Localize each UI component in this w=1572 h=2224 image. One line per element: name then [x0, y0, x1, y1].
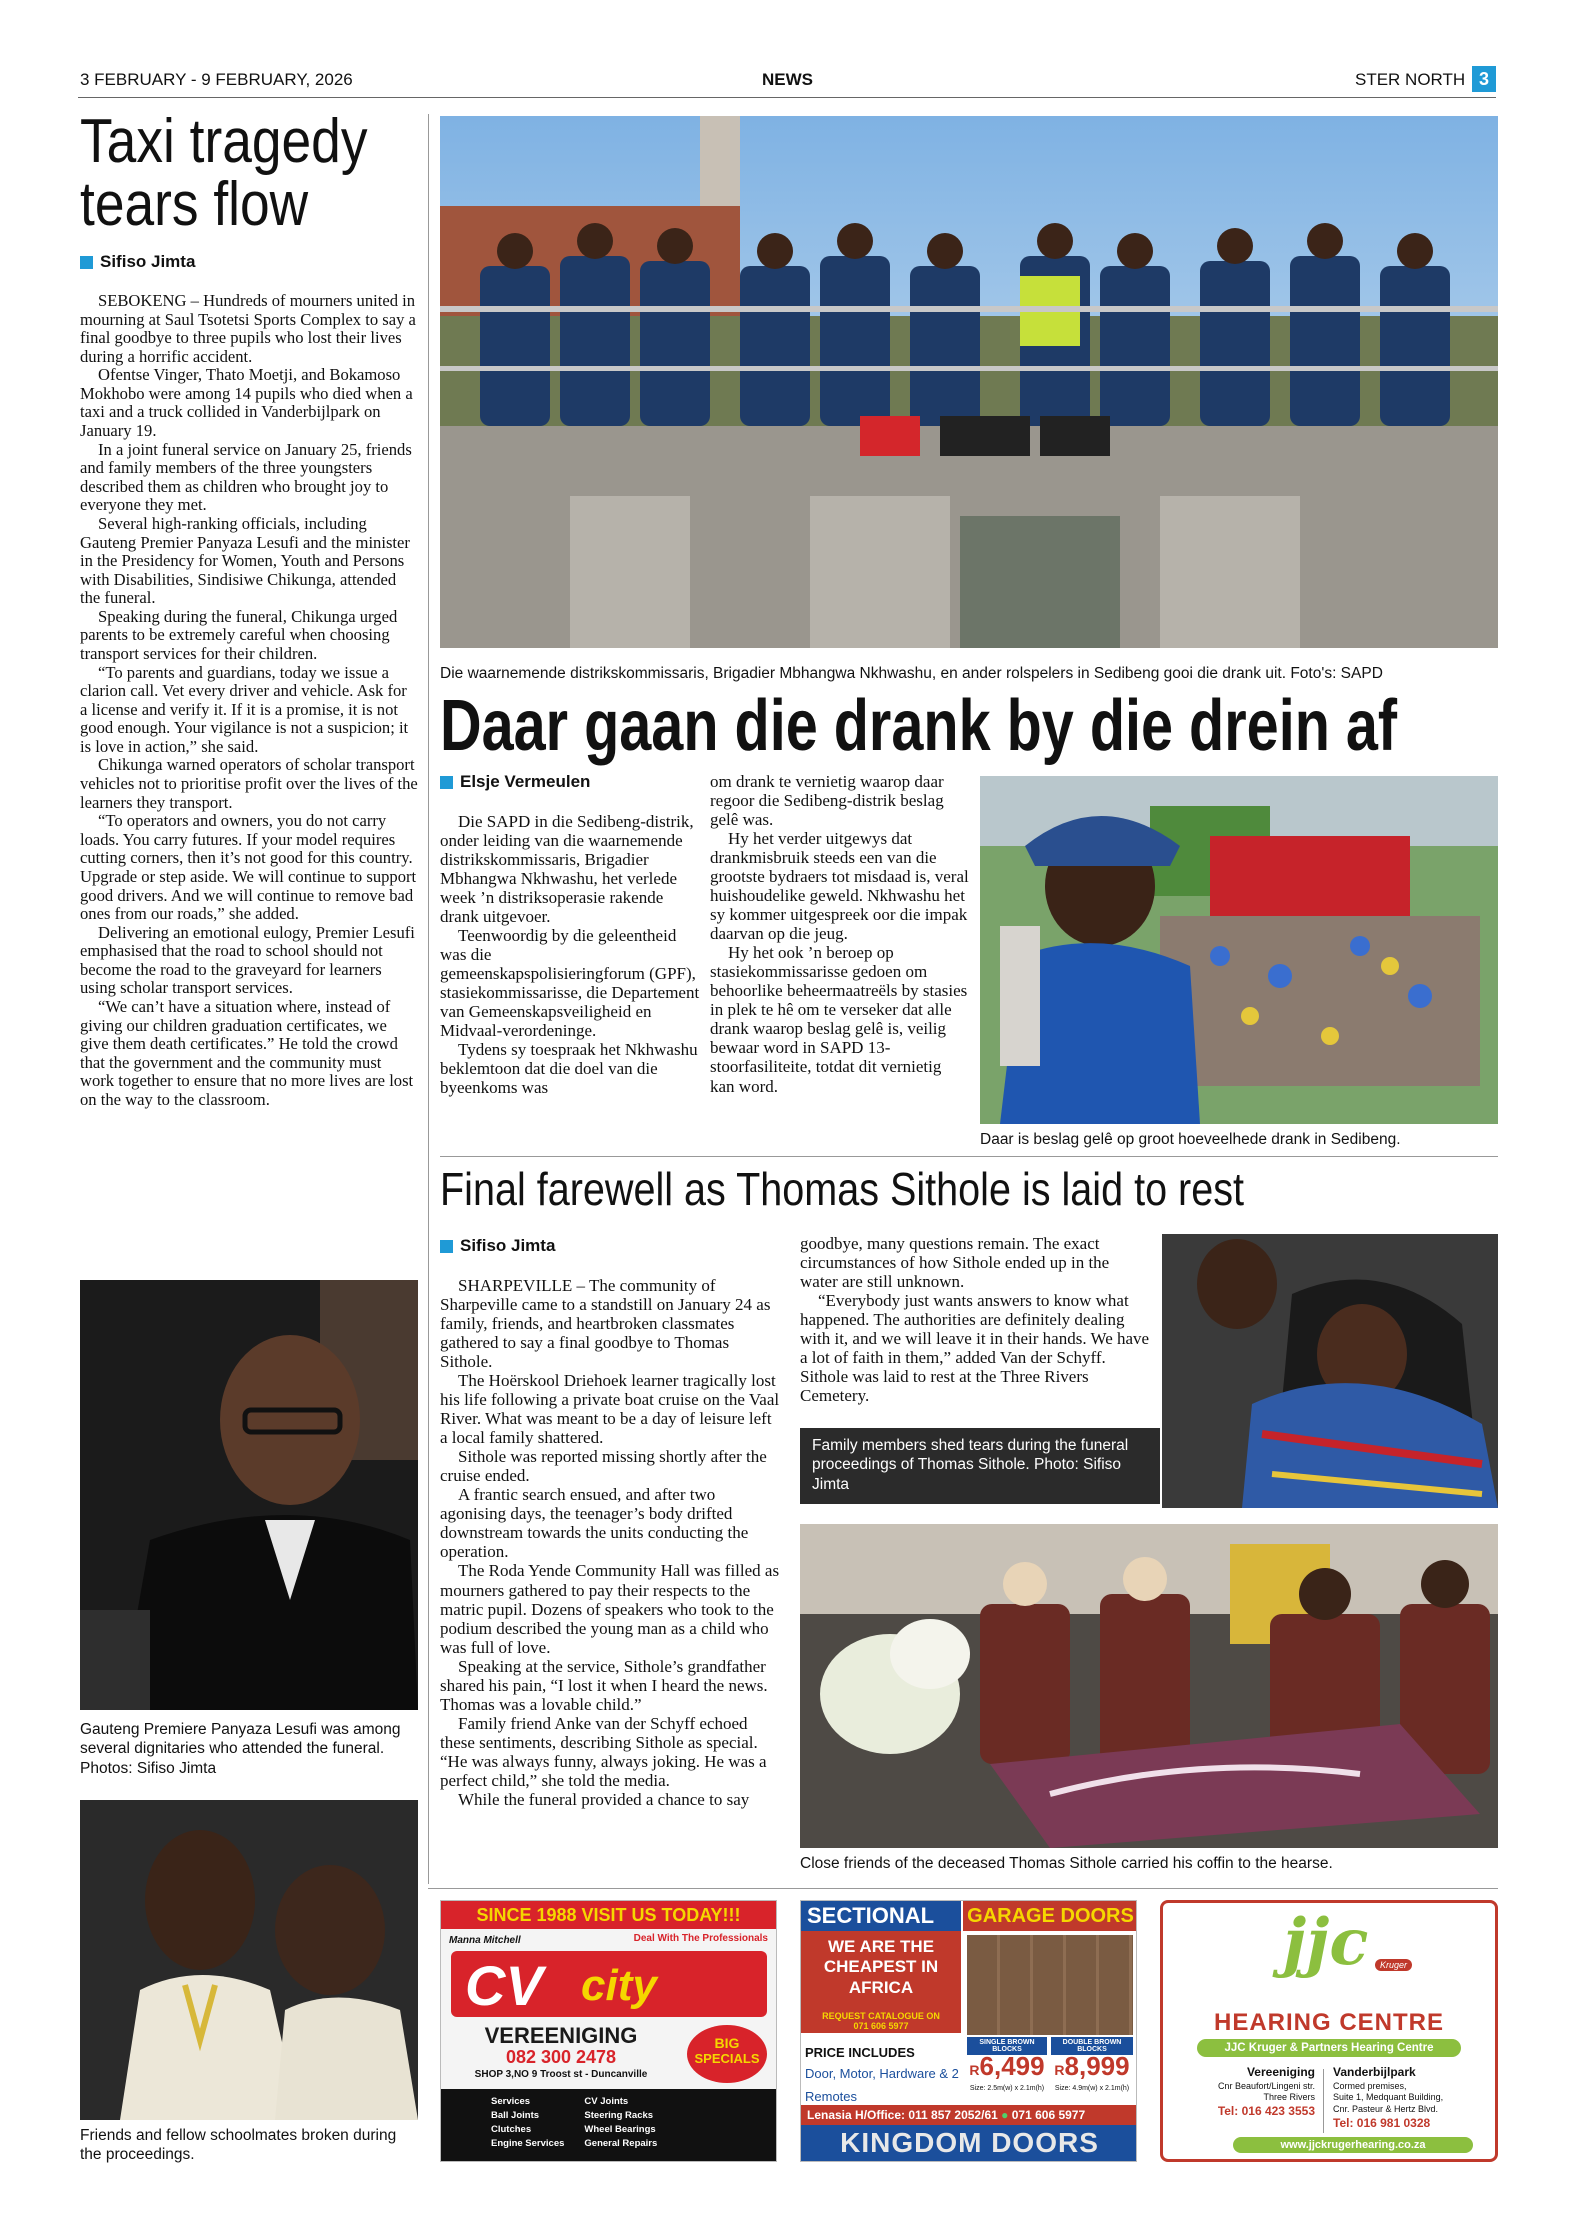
- kd-single-label: SINGLE BROWN BLOCKS: [967, 2037, 1047, 2055]
- jjc-b-addr: Suite 1, Medquant Building,: [1333, 2092, 1444, 2103]
- paragraph: Hy het ook ’n beroep op stasiekommissarisse gedoen om behoorlike beheermaatreëls by stasies in plek te hê om te verseker dat alle drank waarop beslag gelê is, veilig bewaar word in SAPD 13-stoorfasiliteite, totdat dit vernietig kan word.: [710, 943, 968, 1096]
- whatsapp-icon: ●: [1001, 2108, 1009, 2122]
- paragraph: Die SAPD in die Sedibeng-distrik, onder leiding van die waarnemende distrikskommissaris, Brigadier Mbhangwa Nkhwashu, het verlede week ’n distriksoperasie rakende drank uitgevoer.: [440, 812, 694, 927]
- paragraph: Delivering an emotional eulogy, Premier Lesufi emphasised that the road to school should not become the road to the graveyard for learners using scholar transport services.: [80, 922, 415, 998]
- caption-seized-alcohol: Daar is beslag gelê op groot hoeveelhede drank in Sedibeng.: [980, 1131, 1401, 1148]
- jjc-b-addr: Cnr. Pasteur & Hertz Blvd.: [1333, 2103, 1439, 2114]
- cv-service-item: Steering Racks: [584, 2110, 654, 2121]
- kd-double-label: DOUBLE BROWN BLOCKS: [1051, 2037, 1133, 2055]
- jjc-v-title: Vereeniging: [1246, 2065, 1315, 2079]
- jjc-vanderbijlpark: [1333, 2065, 1483, 2131]
- jjc-logo-text: jjc: [1283, 1905, 1369, 1980]
- kd-sectional: SECTIONAL: [801, 1901, 961, 1931]
- kd-whatsapp[interactable]: 071 606 5977: [1011, 2108, 1086, 2122]
- cv-logo: [451, 1951, 767, 2017]
- cv-top-banner: SINCE 1988 VISIT US TODAY!!!: [441, 1901, 776, 1929]
- photo-coffin-carried: [800, 1524, 1498, 1848]
- paragraph: Hy het verder uitgewys dat drankmisbruik steeds een van die grootste bydraers tot misdaad is, veral huishoudelike geweld. Nkhwashu het sy kommer uitgespreek oor die impak daarvan op die jeug.: [710, 829, 969, 944]
- byline-text: Elsje Vermeulen: [460, 772, 591, 791]
- kd-size2: Size: 4.9m(w) x 2.1m(h): [1054, 2085, 1130, 2092]
- jjc-subtitle: JJC Kruger & Partners Hearing Centre: [1197, 2039, 1461, 2057]
- kd-office-phone[interactable]: Lenasia H/Office: 011 857 2052/61: [807, 2108, 998, 2122]
- byline-text: Sifiso Jimta: [100, 252, 196, 271]
- kd-size1: Size: 2.5m(w) x 2.1m(h): [969, 2085, 1045, 2092]
- paragraph: The Hoërskool Driehoek learner tragically lost his life following a private boat cruise on the Vaal River. What was meant to be a day of leisure left a local family shattered.: [440, 1371, 780, 1448]
- paragraph: Speaking during the funeral, Chikunga urged parents to be extremely careful when choosing transport services for their children.: [80, 606, 398, 663]
- cv-specials: SPECIALS: [694, 2051, 760, 2066]
- photo-schoolmates: [80, 1800, 418, 2120]
- jjc-v-addr: Cnr Beaufort/Lingeni str.: [1217, 2080, 1315, 2091]
- cv-logo-cv: CV: [465, 1954, 543, 2017]
- byline-text: Sifiso Jimta: [460, 1236, 556, 1255]
- kd-catalogue-phone[interactable]: 071 606 5977: [853, 2021, 909, 2031]
- cv-manager: Manna Mitchell: [449, 1935, 521, 1946]
- cv-service-item: General Repairs: [584, 2138, 658, 2149]
- cv-services: [441, 2089, 776, 2161]
- jjc-b-title: Vanderbijlpark: [1333, 2065, 1416, 2079]
- kd-catalogue: [801, 2009, 961, 2033]
- paragraph: Ofentse Vinger, Thato Moetji, and Bokamoso Mokhobo were among 14 pupils who died when a taxi and a truck collided in Vanderbijlpark on January 19.: [80, 365, 413, 441]
- paragraph: goodbye, many questions remain. The exact circumstances of how Sithole ended up in the water are still unknown.: [800, 1234, 1110, 1292]
- paragraph: “To parents and guardians, today we issue a clarion call. Vet every driver and vehicle. Ask for a license and verify it. If it is a promise, it is not good enough. Your vigilance is not a suspicion; it is love in action,” she said.: [80, 662, 409, 756]
- jjc-title: HEARING CENTRE: [1213, 2009, 1444, 2036]
- ad-jjc-hearing[interactable]: [1160, 1900, 1498, 2162]
- paragraph: SHARPEVILLE – The community of Sharpeville came to a standstill on January 24 as family, friends, and heartbroken classmates gathered to say a final goodbye to Thomas Sithole.: [440, 1276, 771, 1372]
- paragraph: om drank te vernietig waarop daar regoor die Sedibeng-distrik beslag gelê was.: [710, 772, 944, 830]
- cv-service-item: CV Joints: [584, 2096, 629, 2107]
- kd-cheapest: WE ARE THE CHEAPEST IN AFRICA: [801, 1931, 961, 2009]
- kd-garage: GARAGE DOORS: [963, 1901, 1137, 1931]
- jjc-b-tel[interactable]: Tel: 016 981 0328: [1333, 2115, 1431, 2130]
- paragraph: “To operators and owners, you do not carry loads. You carry futures. If your model requires cutting corners, then it’s not good for this country. Upgrade or step aside. We will continue to support good drivers. And we will continue to remove bad ones from our roads,” she added.: [80, 811, 417, 924]
- article3-headline: Final farewell as Thomas Sithole is laid to rest: [440, 1163, 1245, 1215]
- cv-service-item: Ball Joints: [491, 2110, 540, 2121]
- cv-service-item: Services: [491, 2096, 531, 2107]
- cv-service-item: Wheel Bearings: [584, 2124, 656, 2135]
- paragraph: A frantic search ensued, and after two agonising days, the teenager’s body drifted downstream towards the units conducting the operation.: [440, 1485, 749, 1562]
- paragraph: SEBOKENG – Hundreds of mourners united in mourning at Saul Tsotetsi Sports Complex to say a final goodbye to three pupils who lost their lives during a horrific accident.: [80, 291, 416, 366]
- jjc-b-addr: Cormed premises,: [1333, 2080, 1407, 2091]
- cv-town: VEREENIGING: [484, 2023, 638, 2048]
- jjc-v-addr: Three Rivers: [1263, 2092, 1315, 2103]
- ad-cv-city[interactable]: [440, 1900, 777, 2162]
- photo-seized-alcohol: [980, 776, 1498, 1124]
- kd-price1-value: 6,499: [979, 2051, 1045, 2081]
- cv-tagline: Deal With The Professionals: [633, 1933, 768, 1944]
- article1-body: [80, 292, 418, 1109]
- jjc-v-tel[interactable]: Tel: 016 423 3553: [1217, 2103, 1315, 2118]
- cv-service-item: Engine Services: [491, 2138, 565, 2149]
- section-label: NEWS: [762, 70, 813, 89]
- paragraph: “We can’t have a situation where, instead of giving our children graduation certificates, we give them death certificates.” He told the crowd that the government and the community must work together to ensure that no more lives are lost on the way to the classroom.: [80, 996, 414, 1109]
- article3-col1: [440, 1276, 780, 1809]
- kd-includes: Door, Motor, Hardware & 2 Remotes: [805, 2066, 959, 2104]
- article2-col1: [440, 812, 700, 1097]
- paragraph: Sithole was reported missing shortly after the cruise ended.: [440, 1447, 767, 1486]
- photo-family-tears: [1162, 1234, 1498, 1508]
- cv-address: SHOP 3,NO 9 Troost st - Duncanville: [474, 2069, 648, 2080]
- caption-premier: Gauteng Premiere Panyaza Lesufi was among several dignitaries who attended the funeral. Photos: Sifiso Jimta: [80, 1721, 401, 1777]
- article1-byline: [80, 252, 195, 272]
- article2-col2: [710, 772, 970, 1096]
- paragraph: Family friend Anke van der Schyff echoed these sentiments, describing Sithole as special. “He was always funny, always joking. He was a perfect child,” she told the media.: [440, 1713, 767, 1790]
- jjc-kruger: Kruger: [1375, 1959, 1412, 1971]
- kd-price2-value: 8,999: [1064, 2051, 1130, 2081]
- ad-kingdom-doors[interactable]: [800, 1900, 1137, 2162]
- paragraph: While the funeral provided a chance to say: [458, 1789, 750, 1809]
- paragraph: “Everybody just wants answers to know what happened. The authorities are definitely dealing with it, and we will leave it in their hands. We have a lot of faith in them,” added Van der Schyff. Sithole was laid to rest at the Three Rivers Cemetery.: [800, 1291, 1150, 1406]
- caption-coffin: Close friends of the deceased Thomas Sithole carried his coffin to the hearse.: [800, 1855, 1333, 1872]
- caption-schoolmates: Friends and fellow schoolmates broken during the proceedings.: [80, 2127, 397, 2164]
- caption-police-photo: Die waarnemende distrikskommissaris, Brigadier Mbhangwa Nkhwashu, en ander rolspelers in Sedibeng gooi die drank uit. Foto's: SAPD: [440, 665, 1383, 682]
- jjc-logo: [1163, 1903, 1495, 2023]
- article3-byline: [440, 1236, 555, 1256]
- paragraph: The Roda Yende Community Hall was filled as mourners gathered to pay their respects to the matric pupil. Dozens of speakers who took to the podium described the young man as a child who was full of love.: [440, 1561, 780, 1657]
- paper-name: STER NORTH: [1355, 70, 1466, 89]
- photo-premier-lesufi: [80, 1280, 418, 1710]
- jjc-vereeniging: [1175, 2065, 1315, 2120]
- kd-price1: R6,499: [969, 2051, 1045, 2081]
- article2-byline: [440, 772, 590, 792]
- paragraph: In a joint funeral service on January 25, friends and family members of the three youngsters described them as children who brought joy to everyone they met.: [80, 439, 412, 515]
- kd-catalogue-label: REQUEST CATALOGUE ON: [822, 2011, 940, 2021]
- paragraph: Tydens sy toespraak het Nkhwashu beklemtoon dat die doel van die byeenkoms was: [440, 1040, 698, 1098]
- article2-headline: Daar gaan die drank by die drein af: [440, 686, 1398, 766]
- cv-big: BIG: [714, 2035, 740, 2051]
- cv-logo-city: city: [581, 1961, 657, 2010]
- cv-big-specials: [687, 2025, 767, 2083]
- paragraph: Several high-ranking officials, including Gauteng Premier Panyaza Lesufi and the minister in the Presidency for Women, Youth and Persons with Disabilities, Sindisiwe Chikunga, attended the funeral.: [80, 513, 410, 608]
- photo-police-pouring-alcohol: [440, 116, 1498, 648]
- jjc-website[interactable]: www.jjckrugerhearing.co.za: [1233, 2137, 1473, 2153]
- issue-date: 3 FEBRUARY - 9 FEBRUARY, 2026: [80, 70, 353, 89]
- paragraph: Teenwoordig by die geleentheid was die gemeenskapspolisieringforum (GPF), stasiekommissarisse, die Departement van Gemeenskapsveiligheid en Midvaal-verordeninge.: [440, 926, 700, 1041]
- kd-price2: R8,999: [1054, 2051, 1130, 2081]
- paragraph: Chikunga warned operators of scholar transport vehicles not to prioritise profit over the lives of the learners they transport.: [80, 755, 418, 812]
- article3-col2: [800, 1234, 1150, 1405]
- paragraph: Speaking at the service, Sithole’s grandfather shared his pain, “I lost it when I heard the news. Thomas was a lovable child.”: [440, 1656, 768, 1714]
- kd-door-image: [967, 1935, 1133, 2035]
- kd-office: [801, 2105, 1137, 2125]
- page-number: 3: [1472, 66, 1496, 92]
- cv-phone[interactable]: 082 300 2478: [505, 2047, 617, 2067]
- article1-headline: Taxi tragedy tears flow: [80, 107, 368, 240]
- kd-price-includes: PRICE INCLUDES: [805, 2045, 915, 2060]
- caption-box-family: Family members shed tears during the funeral proceedings of Thomas Sithole. Photo: Sifiso Jimta: [800, 1428, 1160, 1504]
- cv-service-item: Clutches: [491, 2124, 532, 2135]
- kd-brand: KINGDOM DOORS: [801, 2125, 1137, 2161]
